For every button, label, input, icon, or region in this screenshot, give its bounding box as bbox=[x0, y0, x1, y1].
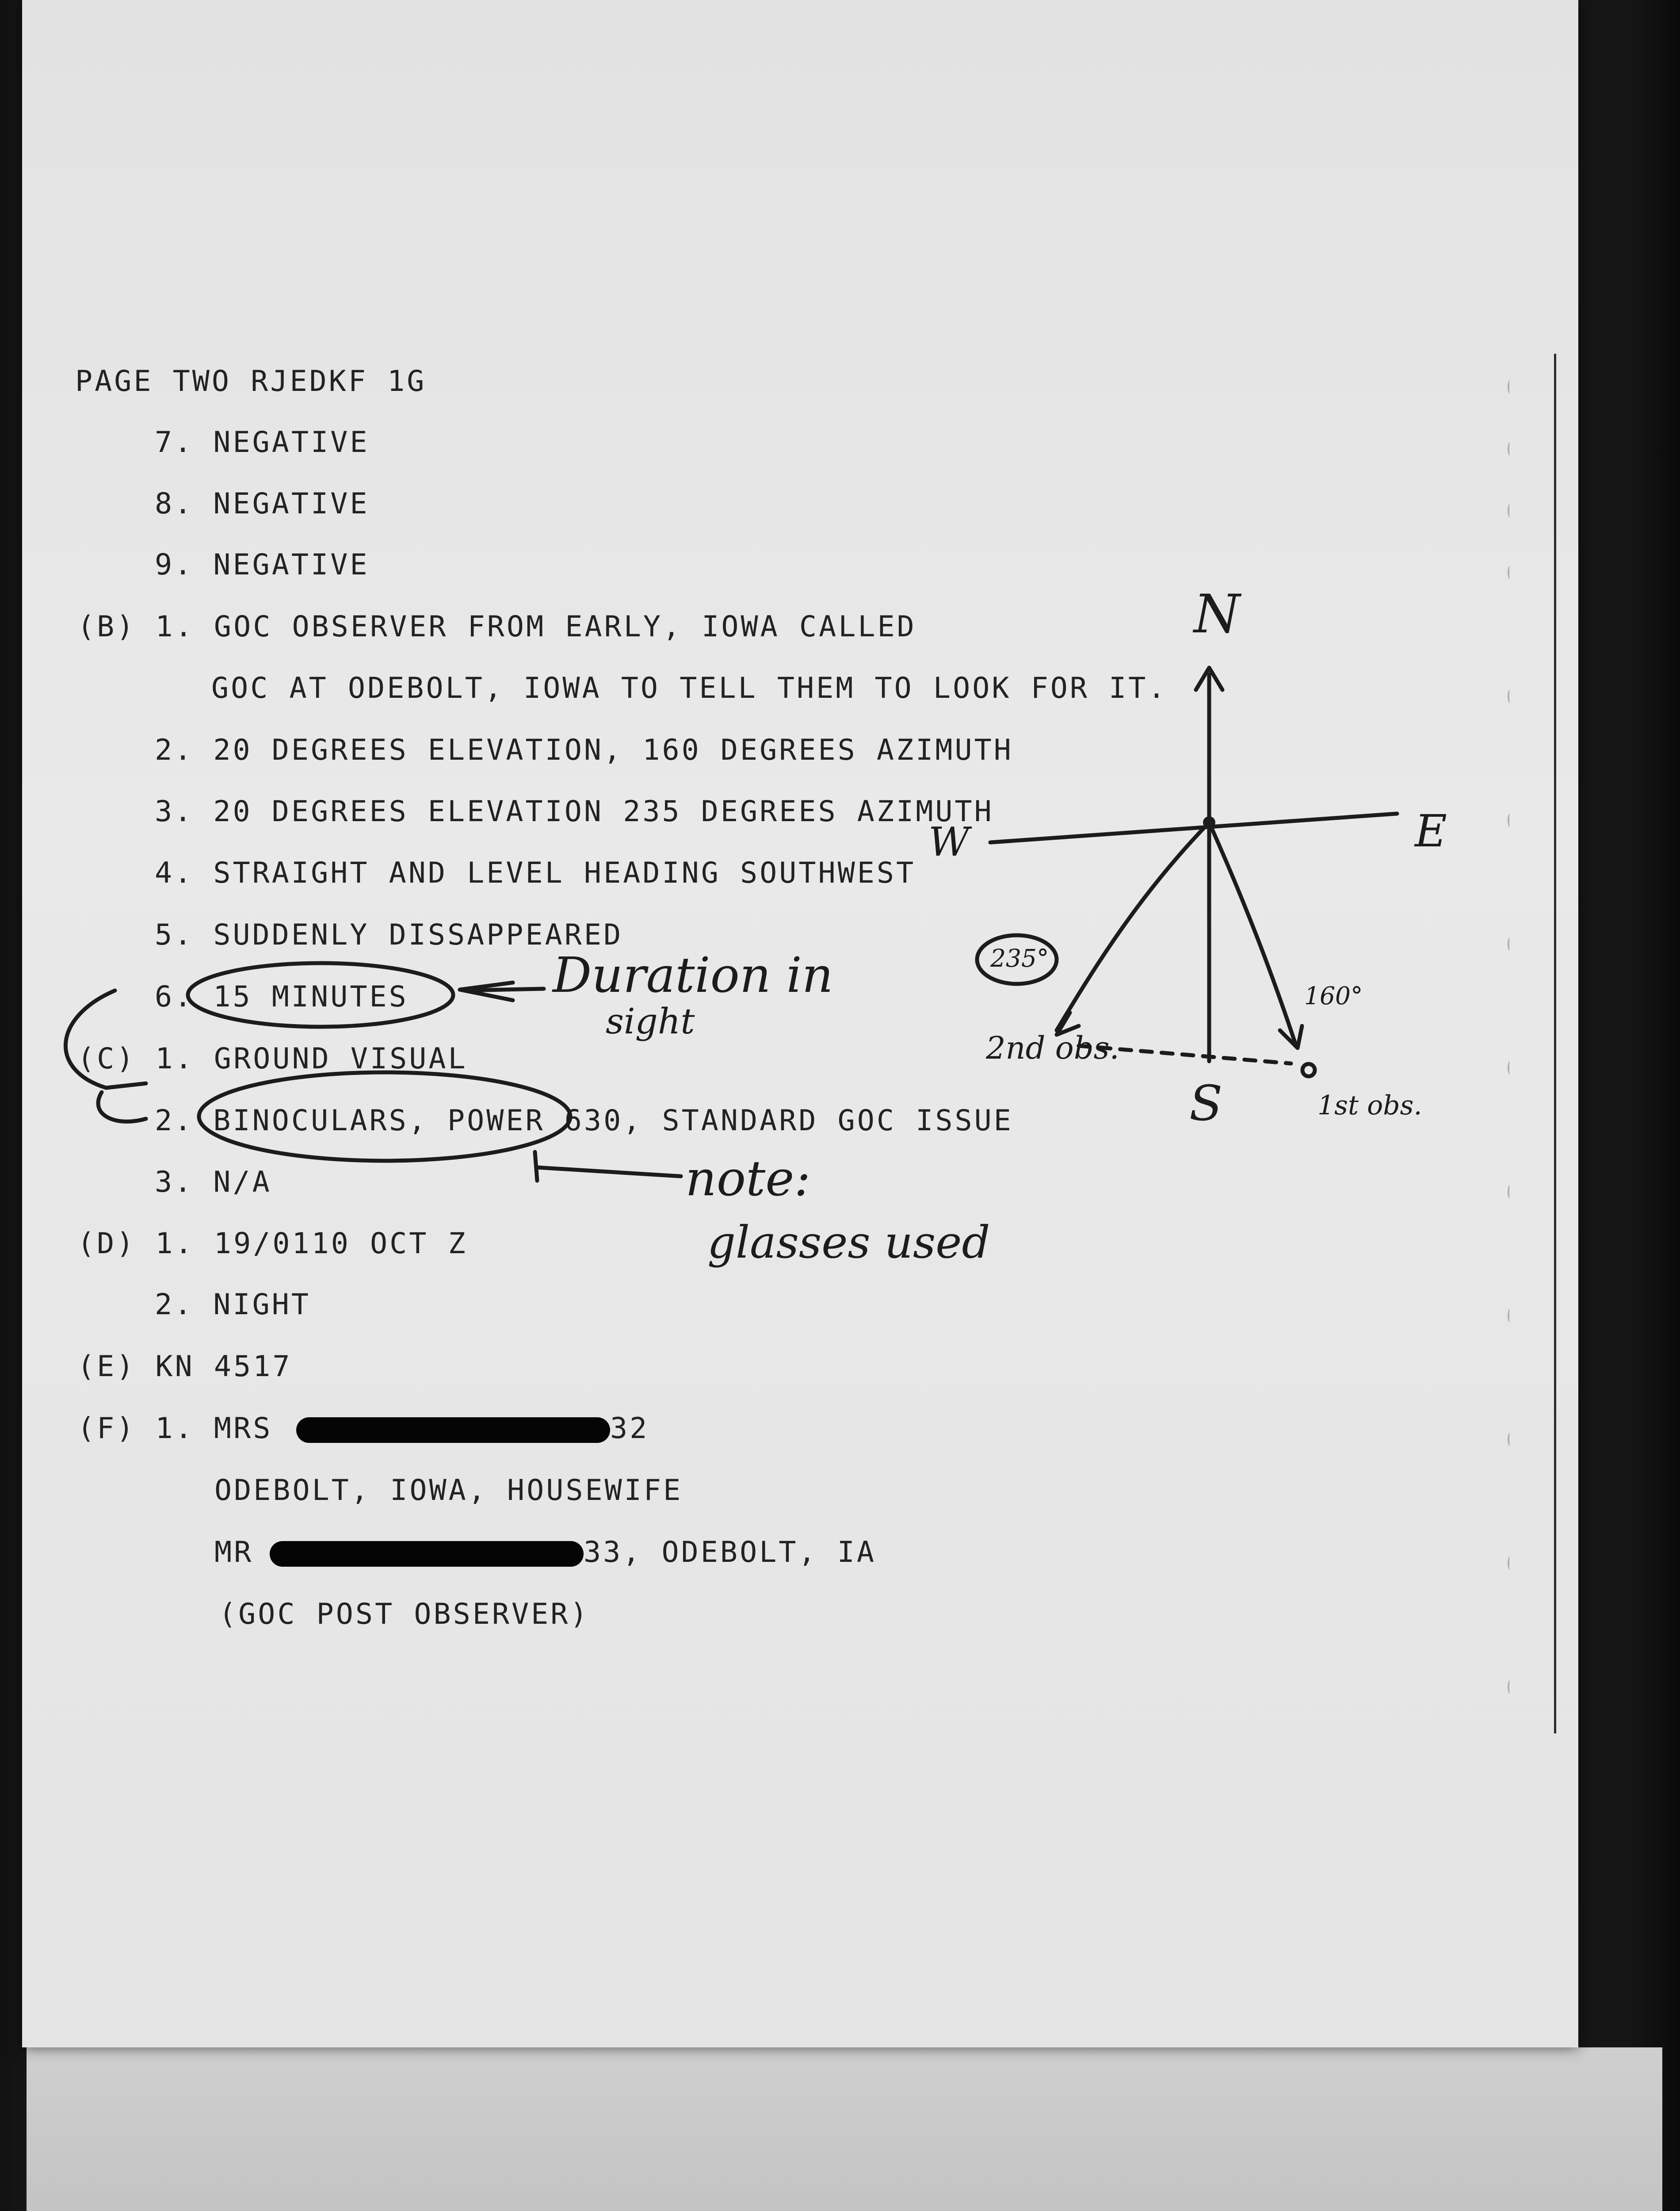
item-9: 9. NEGATIVE bbox=[155, 548, 370, 581]
arrow-icon bbox=[98, 1092, 146, 1121]
handwritten-glasses-note-2: glasses used bbox=[707, 1216, 990, 1268]
arrow-shaft bbox=[537, 1167, 681, 1176]
compass-north-label: N bbox=[1194, 584, 1240, 645]
compass-east-label: E bbox=[1415, 805, 1447, 857]
compass-west-label: W bbox=[928, 819, 970, 865]
second-observation-label: 2nd obs. bbox=[986, 1030, 1119, 1066]
section-e: (E) KN 4517 bbox=[77, 1350, 292, 1383]
section-f-post: (GOC POST OBSERVER) bbox=[219, 1598, 590, 1631]
handwritten-duration-note-2: sight bbox=[606, 1001, 695, 1042]
section-c-item-1: (C) 1. GROUND VISUAL bbox=[77, 1042, 468, 1075]
section-f-residence: ODEBOLT, IOWA, HOUSEWIFE bbox=[214, 1474, 683, 1507]
first-observation-label: 1st obs. bbox=[1317, 1090, 1422, 1121]
section-c-item-2: 2. BINOCULARS, POWER 630, STANDARD GOC ISSUE bbox=[155, 1104, 1013, 1137]
azimuth-160-label: 160° bbox=[1304, 982, 1363, 1010]
bracket-mark bbox=[65, 991, 115, 1088]
circle-mark bbox=[188, 963, 453, 1027]
page-header: PAGE TWO RJEDKF 1G bbox=[75, 365, 427, 398]
item-7: 7. NEGATIVE bbox=[155, 426, 370, 459]
compass-south-label: S bbox=[1189, 1075, 1223, 1132]
azimuth-160-line bbox=[1209, 822, 1295, 1044]
item-8: 8. NEGATIVE bbox=[155, 487, 370, 520]
handwritten-duration-note: Duration in bbox=[553, 947, 833, 1003]
azimuth-235-label: 235° bbox=[990, 944, 1049, 972]
section-d-item-2: 2. NIGHT bbox=[155, 1288, 311, 1321]
arrow-shaft bbox=[464, 989, 544, 991]
handwritten-glasses-note: note: bbox=[685, 1150, 811, 1207]
section-f-item-2-detail: 33, ODEBOLT, IA bbox=[584, 1536, 876, 1569]
azimuth-235-line bbox=[1057, 822, 1209, 1030]
section-b-item-6: 6. 15 MINUTES bbox=[155, 980, 409, 1014]
circle-mark bbox=[199, 1072, 570, 1161]
section-f-item-1: (F) 1. MRS bbox=[77, 1412, 273, 1445]
section-f-item-2-name: MR bbox=[214, 1536, 254, 1569]
section-b-item-1-cont: GOC AT ODEBOLT, IOWA TO TELL THEM TO LOOK FOR IT. bbox=[211, 672, 1168, 705]
section-c-item-3: 3. N/A bbox=[155, 1166, 272, 1199]
section-b-item-3: 3. 20 DEGREES ELEVATION 235 DEGREES AZIMUTH bbox=[155, 795, 994, 828]
section-b-item-5: 5. SUDDENLY DISSAPPEARED bbox=[155, 918, 623, 952]
section-b-item-1: (B) 1. GOC OBSERVER FROM EARLY, IOWA CALLED bbox=[77, 610, 916, 643]
section-f-item-1-age: 32 bbox=[610, 1412, 649, 1445]
section-b-item-2: 2. 20 DEGREES ELEVATION, 160 DEGREES AZIMUTH bbox=[155, 734, 1013, 767]
section-b-item-4: 4. STRAIGHT AND LEVEL HEADING SOUTHWEST bbox=[155, 857, 916, 890]
section-d-item-1: (D) 1. 19/0110 OCT Z bbox=[77, 1227, 468, 1260]
